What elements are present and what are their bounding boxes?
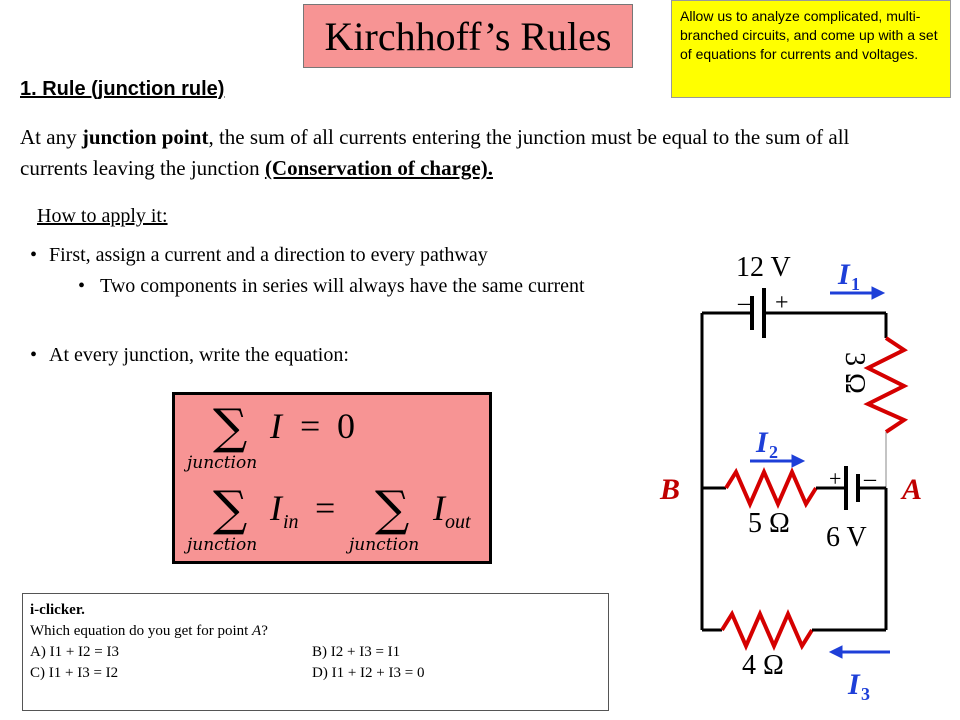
- how-heading: How to apply it:: [37, 205, 168, 227]
- rule-heading: 1. Rule (junction rule): [20, 78, 225, 100]
- question-mark: ?: [261, 623, 268, 639]
- bullet-dot: •: [30, 244, 38, 266]
- i2-label: I: [756, 426, 768, 459]
- note-text: Allow us to analyze complicated, multi-branched circuits, and come up with a set of equations for currents and voltages.: [680, 8, 938, 62]
- answer-d[interactable]: D) I1 + I2 + I3 = 0: [312, 665, 425, 681]
- i3-arrow-head: [830, 646, 842, 658]
- iclicker-box: [22, 593, 609, 711]
- sum-subscript: junction: [349, 535, 420, 555]
- i2-subscript: 2: [769, 442, 778, 462]
- bullet-3-text: At every junction, write the equation:: [49, 344, 349, 366]
- answer-b[interactable]: B) I2 + I3 = I1: [312, 644, 401, 660]
- sum-subscript: junction: [187, 453, 258, 473]
- i1-subscript: 1: [851, 274, 860, 294]
- question-point: A: [252, 623, 262, 639]
- zero: 0: [337, 406, 355, 446]
- r2-label: 5 Ω: [748, 508, 790, 539]
- resistor-3-ohm: [868, 338, 904, 432]
- battery1-plus: +: [775, 290, 789, 316]
- battery2-plus: +: [829, 466, 842, 491]
- para-text-1: At any: [20, 125, 82, 149]
- in-subscript: in: [283, 511, 299, 533]
- rule-paragraph: [20, 122, 890, 184]
- sum-symbol: ∑: [375, 481, 410, 537]
- node-a-label: A: [902, 473, 923, 506]
- question-text: Which equation do you get for point: [30, 623, 253, 639]
- answer-c[interactable]: C) I1 + I3 = I2: [30, 665, 119, 681]
- bullet-dot: •: [30, 344, 38, 366]
- iclicker-question: [30, 621, 601, 642]
- node-b-label: B: [660, 473, 681, 506]
- sum-symbol: ∑: [213, 399, 248, 455]
- r1-label: 3 Ω: [839, 352, 870, 394]
- answer-row-2: [30, 663, 601, 684]
- para-junction-point: junction point: [81, 125, 209, 149]
- bullet-dot: •: [78, 275, 86, 297]
- note-box: [671, 0, 951, 98]
- i3-label: I: [848, 668, 860, 701]
- battery1-label: 12 V: [736, 252, 791, 283]
- iclicker-heading: i-clicker.: [30, 602, 85, 618]
- resistor-4-ohm: [722, 614, 812, 646]
- equals-sign: =: [315, 488, 336, 528]
- bullet-1-text: First, assign a current and a direction to every pathway: [49, 244, 488, 266]
- i1-arrow-head: [872, 287, 884, 299]
- para-conservation: (Conservation of charge).: [264, 156, 493, 180]
- answer-row-1: [30, 642, 601, 663]
- i2-arrow-head: [792, 455, 804, 467]
- current-symbol: I: [270, 406, 282, 446]
- bullet-2-text: Two components in series will always have the same current: [100, 275, 585, 297]
- battery2-label: 6 V: [826, 522, 867, 553]
- equals-sign: =: [300, 406, 321, 446]
- sum-subscript: junction: [187, 535, 258, 555]
- title-text: Kirchhoff’s Rules: [324, 13, 612, 59]
- current-symbol: I: [433, 488, 445, 528]
- out-subscript: out: [445, 511, 471, 533]
- para-text-2: , the sum of all currents entering the junction must be equal to the sum of all currents leaving the junction: [20, 125, 850, 180]
- battery2-minus: –: [864, 466, 876, 492]
- i3-subscript: 3: [861, 684, 870, 704]
- equation-box: [172, 392, 492, 564]
- r3-label: 4 Ω: [742, 650, 784, 681]
- slide-title: [303, 4, 633, 68]
- i1-label: I: [838, 258, 850, 291]
- battery1-minus: –: [738, 290, 750, 316]
- answer-a[interactable]: A) I1 + I2 = I3: [30, 644, 119, 660]
- resistor-5-ohm: [726, 472, 816, 504]
- current-symbol: I: [270, 488, 282, 528]
- circuit-diagram: [640, 240, 960, 720]
- sum-symbol: ∑: [213, 481, 248, 537]
